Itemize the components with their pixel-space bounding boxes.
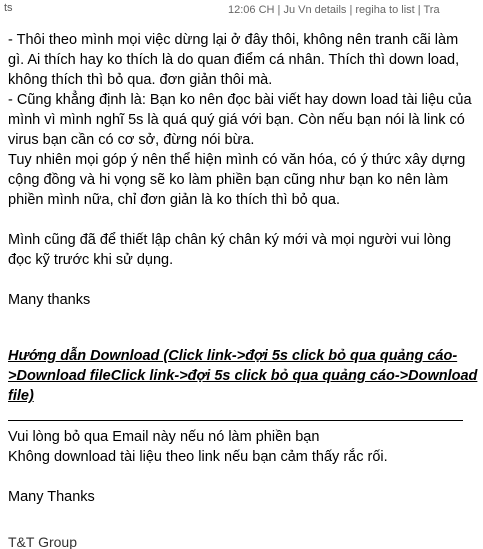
top-bar	[0, 0, 483, 22]
paragraph-signature-note: Mình cũng đã để thiết lập chân ký chân ký mới và mọi người vui lòng đọc kỹ trước khi sử dụng.	[8, 232, 452, 268]
paragraph-stop-arguing: - Thôi theo mình mọi việc dừng lại ở đây thôi, không nên tranh cãi làm gì. Ai thích hay ko thích là do quan điểm cá nhân. Thích thì down load, không thích thì bỏ qua. đơn giản thôi mà.	[8, 32, 460, 88]
topbar-left-text: ts	[4, 2, 13, 14]
thanks-text-2: Many Thanks	[8, 489, 95, 505]
footer-signature: T&T Group	[8, 534, 77, 549]
skip-email-text: Vui lòng bỏ qua Email này nếu nó làm phiền bạn	[8, 429, 320, 445]
paragraph-affirm: - Cũng khẳng định là: Bạn ko nên đọc bài viết hay down load tài liệu của mình vì mình nghĩ 5s là quá quý giá với bạn. Còn nếu bạn nói là link có virus bạn cần có cơ sở, đừng nói bừa.	[8, 92, 472, 148]
download-guide-link[interactable]: Hướng dẫn Download (Click link->đợi 5s click bỏ qua quảng cáo->Download fileClick link->đợi 5s click bỏ qua quảng cáo->Download file)	[8, 348, 478, 404]
thanks-text: Many thanks	[8, 292, 91, 308]
no-download-text: Không download tài liệu theo link nếu bạn cảm thấy rắc rối.	[8, 449, 388, 465]
divider	[8, 420, 463, 421]
topbar-right-text[interactable]: 12:06 CH | Ju Vn details | regiha to list | Tra	[228, 4, 440, 16]
message-body	[8, 30, 478, 507]
paragraph-however: Tuy nhiên mọi góp ý nên thể hiện mình có văn hóa, có ý thức xây dựng cộng đồng và hi vọng sẽ ko làm phiền bạn cũng như bạn ko nên làm phiền mình nữa, chỉ đơn giản là ko thích thì bỏ qua.	[8, 152, 466, 208]
